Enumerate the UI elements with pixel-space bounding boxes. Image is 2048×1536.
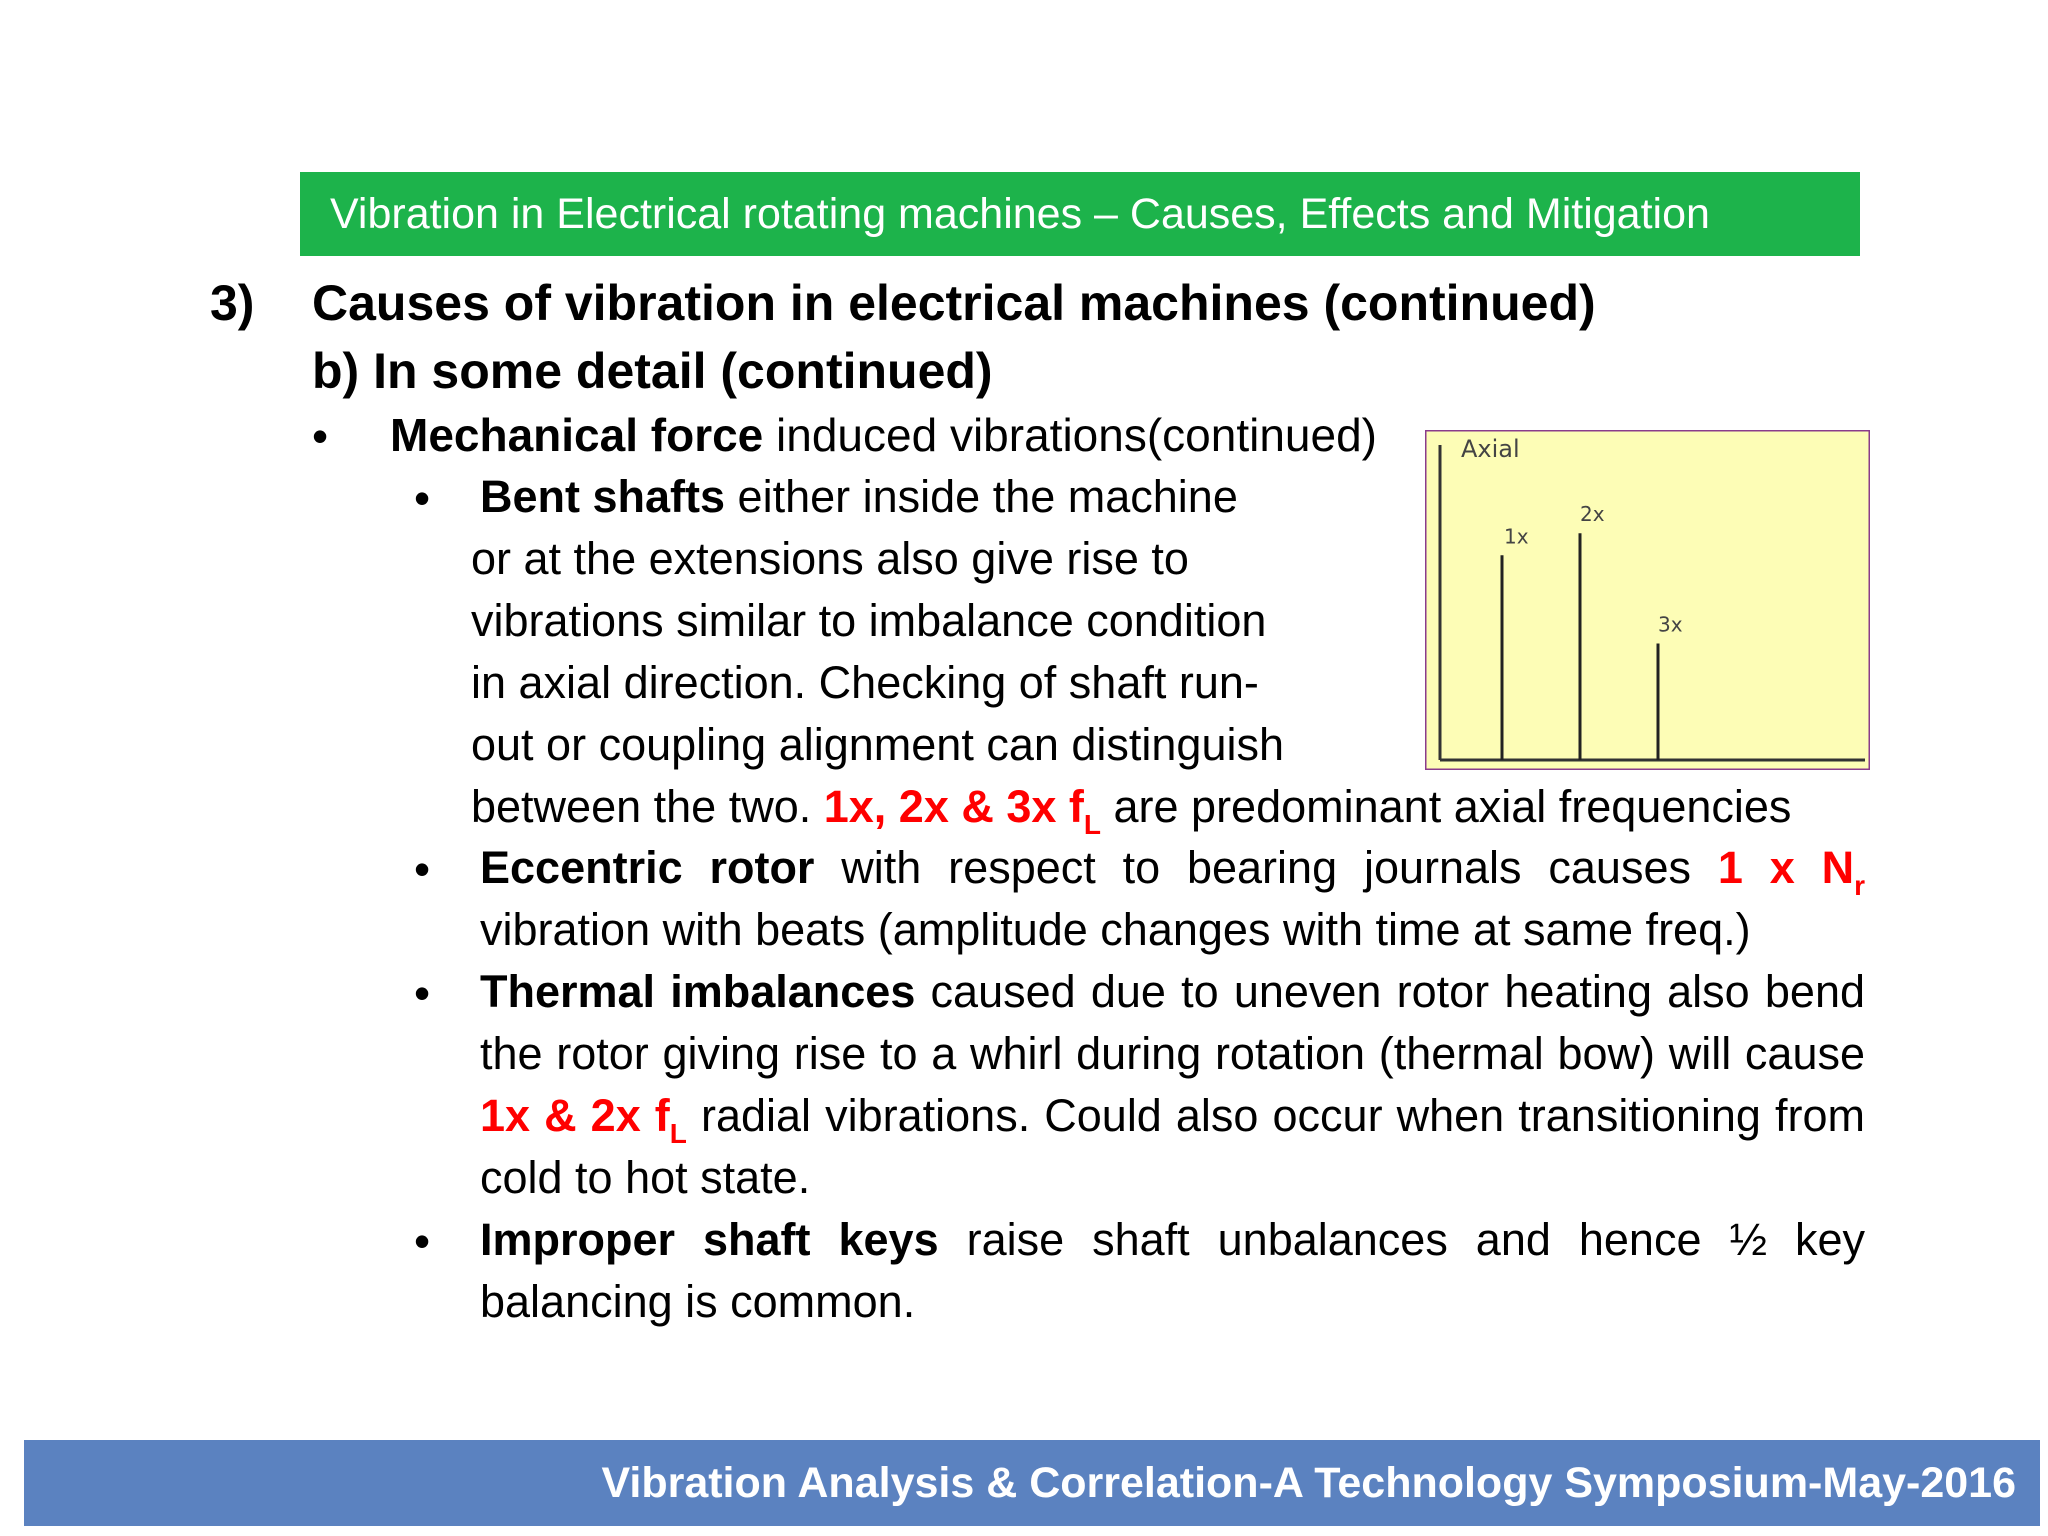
thermal-imbalance-text1: caused due to uneven rotor heating also bend the rotor giving rise to a whirl during rotation (thermal bow) will cause: [480, 966, 1865, 1079]
spectrum-peak-label-3x: 3x: [1658, 612, 1683, 637]
thermal-frequency-sub: L: [669, 1118, 687, 1149]
bent-shafts-line1: [480, 466, 1238, 528]
shaft-keys-text: [480, 1209, 1865, 1333]
thermal-imbalance-text2: radial vibrations. Could also occur when transitioning from cold to hot state.: [480, 1090, 1865, 1203]
bent-shafts-frequencies-text: 1x, 2x & 3x f: [823, 781, 1084, 832]
thermal-imbalance-bold: Thermal imbalances: [480, 966, 916, 1017]
bent-shafts-line1-text: either inside the machine: [725, 471, 1238, 522]
bent-shafts-line3: vibrations similar to imbalance condition: [471, 595, 1267, 646]
section-subtitle: b) In some detail (continued): [312, 343, 993, 399]
shaft-keys-bold: Improper shaft keys: [480, 1214, 939, 1265]
bent-shafts-frequencies: [823, 781, 1101, 840]
bent-shafts-line6-start: between the two.: [471, 781, 824, 832]
eccentric-rotor-text2: vibration with beats (amplitude changes with time at same freq.): [480, 904, 1751, 955]
eccentric-frequency-text: 1 x N: [1717, 842, 1855, 893]
bullet-keys-marker: •: [414, 1215, 431, 1267]
spectrum-peak-label-1x: 1x: [1504, 524, 1529, 549]
banner-title: Vibration in Electrical rotating machines – Causes, Effects and Mitigation: [330, 190, 1710, 238]
mechanical-force-rest: induced vibrations(continued): [763, 409, 1377, 461]
bullet-eccentric-marker: •: [414, 843, 431, 895]
section-number: 3): [210, 275, 255, 331]
bent-shafts-frequencies-sub: L: [1083, 809, 1101, 840]
thermal-frequency-text: 1x & 2x f: [480, 1090, 670, 1141]
thermal-imbalance-text: [480, 961, 1865, 1209]
slide-banner: [300, 172, 1860, 256]
eccentric-frequency: [1717, 842, 1865, 901]
eccentric-rotor-text: [480, 837, 1865, 961]
spectrum-background: [1425, 430, 1870, 770]
bent-shafts-line6-end: are predominant axial frequencies: [1101, 781, 1792, 832]
footer-text: Vibration Analysis & Correlation-A Technology Symposium-May-2016: [601, 1459, 2016, 1507]
bullet-mechanical-force-marker: •: [312, 410, 329, 462]
bullet-bent-shafts-marker: •: [414, 472, 431, 524]
bent-shafts-line2: or at the extensions also give rise to: [471, 533, 1189, 584]
bent-shafts-bold: Bent shafts: [480, 471, 726, 522]
bent-shafts-line6: [471, 776, 1791, 838]
bullet-mechanical-force: [390, 404, 1377, 466]
bent-shafts-line4: in axial direction. Checking of shaft run-: [471, 657, 1259, 708]
spectrum-axis-label: Axial: [1461, 435, 1520, 463]
bullet-thermal-marker: •: [414, 967, 431, 1019]
bent-shafts-line5: out or coupling alignment can distinguish: [471, 719, 1285, 770]
mechanical-force-bold: Mechanical force: [390, 409, 764, 461]
eccentric-frequency-sub: r: [1854, 870, 1865, 901]
section-title: Causes of vibration in electrical machines (continued): [312, 275, 1596, 331]
axial-spectrum-plot: [1425, 430, 1870, 770]
eccentric-rotor-text1: with respect to bearing journals causes: [814, 842, 1718, 893]
eccentric-rotor-bold: Eccentric rotor: [480, 842, 815, 893]
spectrum-peak-label-2x: 2x: [1580, 502, 1605, 527]
thermal-frequency: [480, 1090, 687, 1149]
slide-footer: [24, 1440, 2040, 1526]
shaft-keys-rest: raise shaft unbalances and hence ½ key balancing is common.: [480, 1214, 1865, 1327]
